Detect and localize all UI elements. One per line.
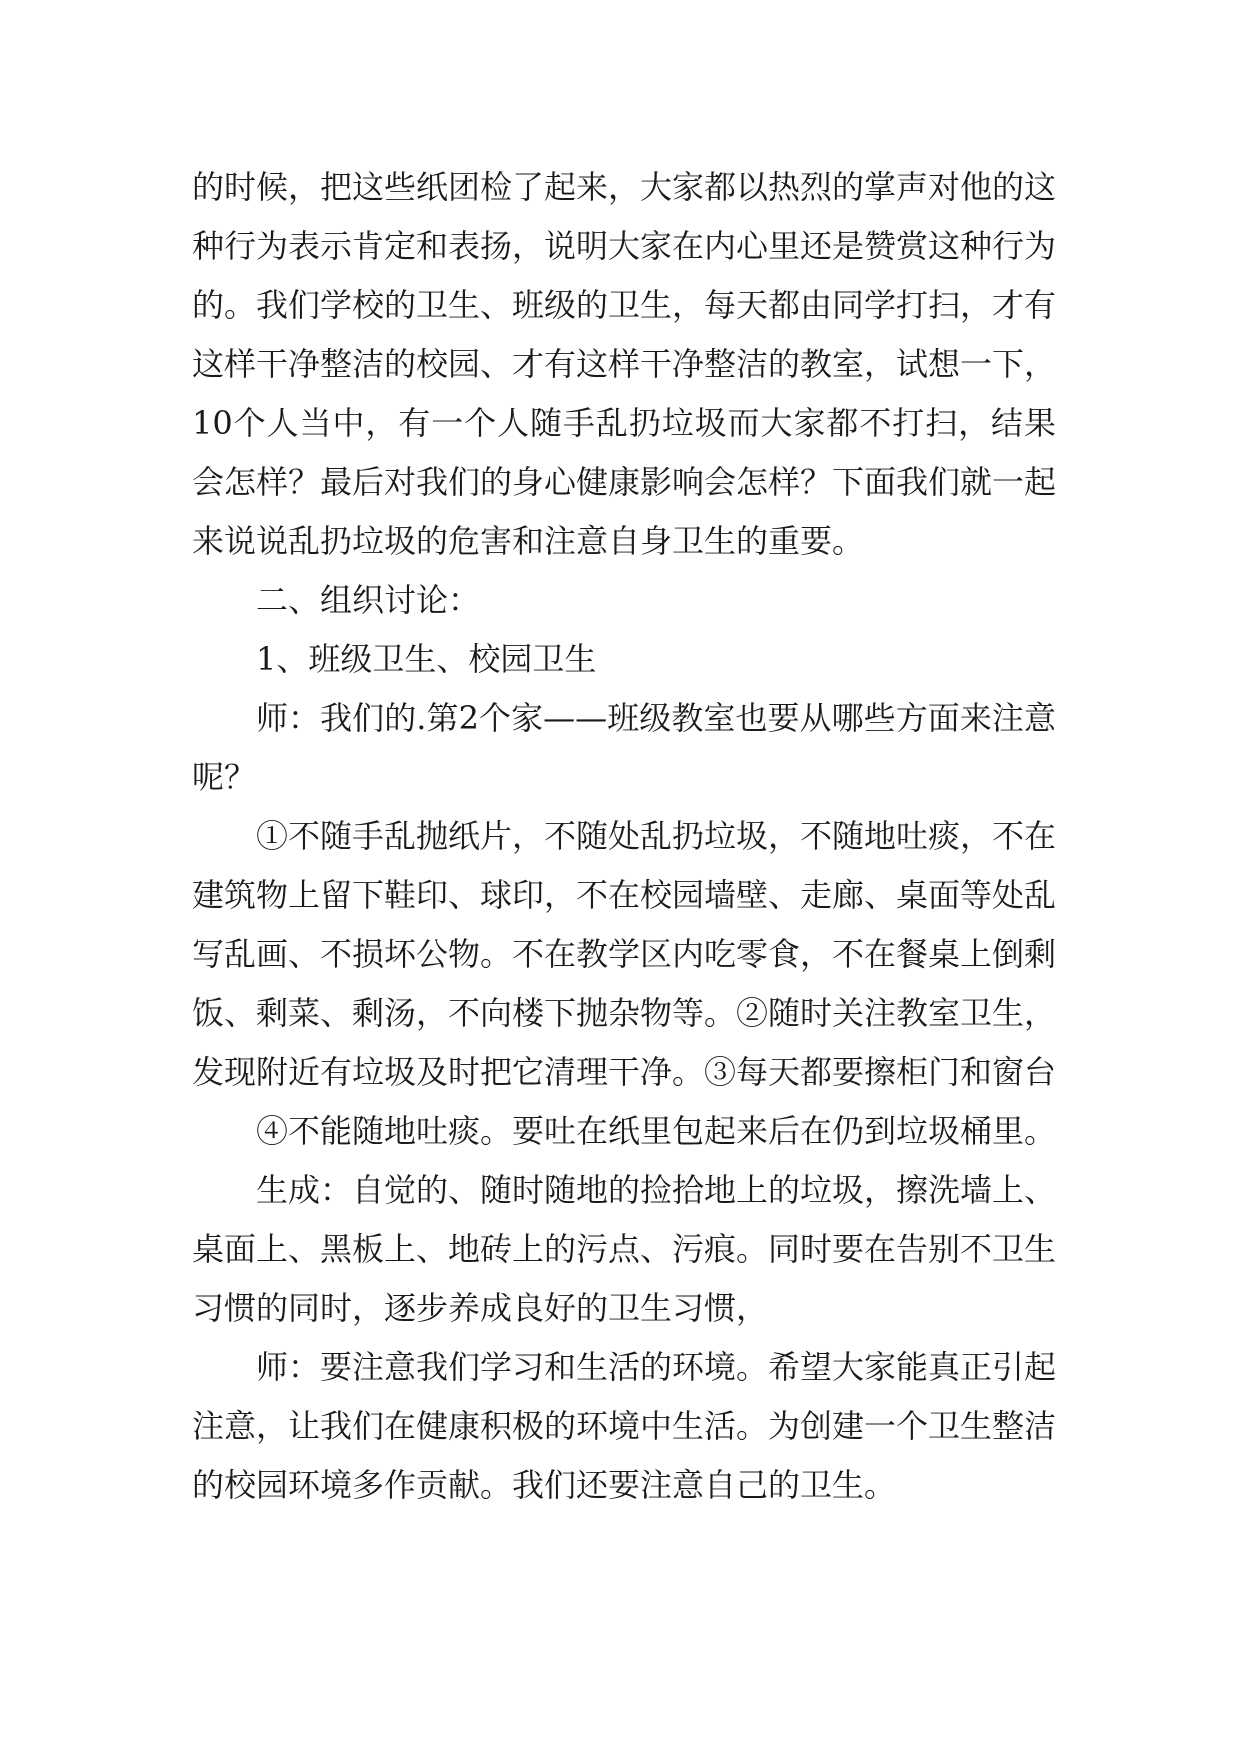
paragraph-2-heading: 二、组织讨论： — [256, 581, 481, 619]
paragraph-8: 师：要注意我们学习和生活的环境。希望大家能真正引起注意，让我们在健康积极的环境中生活。为创建一个卫生整洁的校园环境多作贡献。我们还要注意自己的卫生。 — [192, 1348, 1057, 1504]
paragraph-6: ④不能随地吐痰。要吐在纸里包起来后在仍到垃圾桶里。 — [256, 1112, 1057, 1150]
paragraph-5: ①不随手乱抛纸片，不随处乱扔垃圾，不随地吐痰，不在建筑物上留下鞋印、球印，不在校园墙壁、走廊、桌面等处乱写乱画、不损坏公物。不在教学区内吃零食，不在餐桌上倒剩饭、剩菜、剩汤，不向楼下抛杂物等。②随时关注教室卫生，发现附近有垃圾及时把它清理干净。③每天都要擦柜门和窗台 — [192, 817, 1057, 1091]
document-body — [192, 158, 1056, 1515]
paragraph-7: 生成：自觉的、随时随地的捡拾地上的垃圾，擦洗墙上、桌面上、黑板上、地砖上的污点、污痕。同时要在告别不卫生习惯的同时，逐步养成良好的卫生习惯， — [192, 1171, 1057, 1327]
paragraph-4: 师：我们的.第2个家——班级教室也要从哪些方面来注意呢？ — [192, 699, 1056, 796]
paragraph-3-subheading: 1、班级卫生、校园卫生 — [256, 640, 597, 678]
paragraph-1: 的时候，把这些纸团检了起来，大家都以热烈的掌声对他的这种行为表示肯定和表扬，说明大家在内心里还是赞赏这种行为的。我们学校的卫生、班级的卫生，每天都由同学打扫，才有这样干净整洁的校园、才有这样干净整洁的教室，试想一下，10个人当中，有一个人随手乱扔垃圾而大家都不打扫，结果会怎样？最后对我们的身心健康影响会怎样？下面我们就一起来说说乱扔垃圾的危害和注意自身卫生的重要。 — [192, 168, 1057, 560]
